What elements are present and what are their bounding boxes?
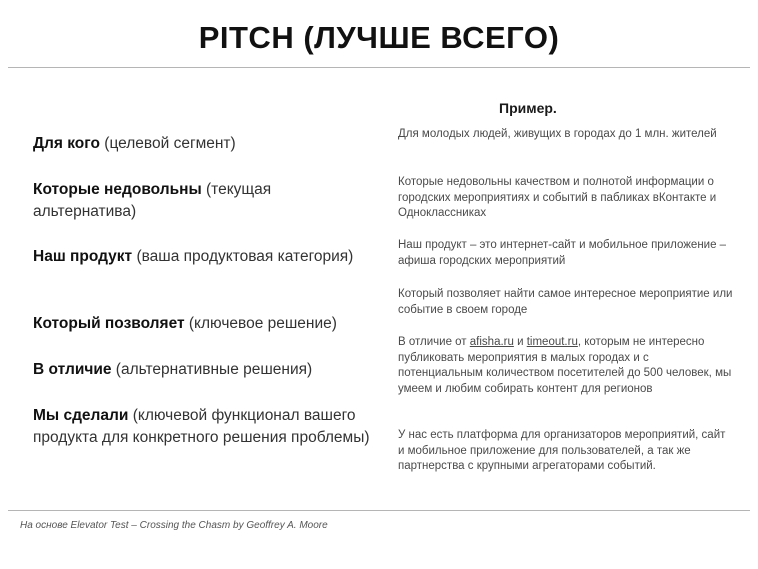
timeout-link[interactable]: timeout.ru: [526, 336, 578, 348]
example-item-unlike: [398, 335, 733, 397]
template-item-hint: (ключевое решение): [184, 315, 337, 332]
template-item-key: Для кого: [33, 135, 100, 152]
template-item-hint: (ключевой функционал вашего продукта для конкретного решения проблемы): [33, 407, 370, 446]
bottom-divider: [8, 510, 750, 511]
example-header: Пример.: [499, 100, 557, 116]
template-item-we-made: [33, 405, 378, 449]
template-item-unlike: [33, 359, 378, 381]
page-title: PITCH (ЛУЧШЕ ВСЕГО): [198, 20, 560, 55]
template-item-hint: (текущая альтернатива): [33, 181, 272, 220]
template-item-hint: (целевой сегмент): [99, 135, 236, 152]
template-item-key: В отличие: [33, 361, 112, 378]
example-item-unhappy: Которые недовольны качеством и полнотой информации о городских мероприятиях и событий в пабликах вКонтакте и Одноклассниках: [398, 176, 717, 219]
template-item-key: Который позволяет: [33, 315, 185, 332]
example-text: и: [513, 336, 527, 348]
template-item-key: Мы сделали: [33, 407, 129, 424]
example-text: В отличие от: [398, 336, 470, 348]
example-item-we-made: У нас есть платформа для организаторов мероприятий, сайт и мобильное приложение для пользователей, а так же партнерства с крупными агрегаторами событий.: [398, 429, 726, 472]
example-item-allows: Который позволяет найти самое интересное мероприятие или событие в своем городе: [398, 288, 733, 316]
top-divider: [8, 67, 750, 68]
example-text: , которым не интересно публиковать мероприятия в малых городах и с потенциальным количеством посетителей до 500 человек, мы умеем и любим собирать контент для регионов: [398, 336, 732, 395]
template-item-hint: (альтернативные решения): [111, 361, 313, 378]
template-item-key: Наш продукт: [33, 248, 133, 265]
template-item-hint: (ваша продуктовая категория): [132, 248, 354, 265]
source-footnote: На основе Elevator Test – Crossing the Chasm by Geoffrey A. Moore: [20, 520, 328, 531]
template-item-target: [33, 133, 378, 155]
template-item-allows: [33, 313, 378, 335]
example-item-target: Для молодых людей, живущих в городах до 1 млн. жителей: [398, 128, 717, 140]
example-item-product: Наш продукт – это интернет-сайт и мобильное приложение – афиша городских мероприятий: [398, 239, 727, 267]
template-item-product: [33, 246, 378, 268]
afisha-link[interactable]: afisha.ru: [469, 336, 514, 348]
template-item-key: Которые недовольны: [33, 181, 202, 198]
template-item-unhappy: [33, 179, 378, 223]
